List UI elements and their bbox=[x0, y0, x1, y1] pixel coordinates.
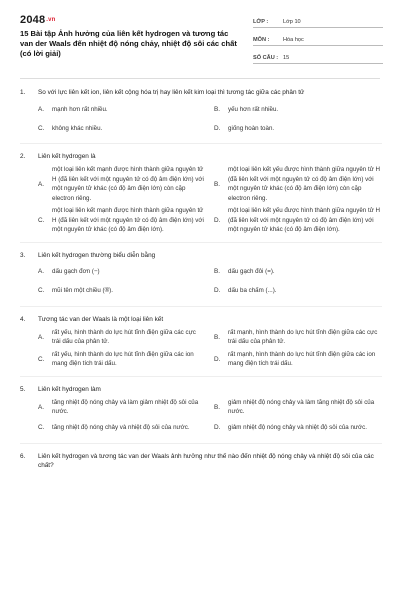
option-label: C. bbox=[38, 216, 45, 224]
answer-options bbox=[20, 264, 382, 299]
option-label: D. bbox=[214, 216, 221, 224]
question-divider bbox=[20, 443, 382, 444]
question-divider bbox=[20, 306, 382, 307]
question-text: Liên kết hydrogen và tương tác van der Waals ảnh hưởng như thế nào đến nhiệt độ nóng chảy và nhiệt độ sôi của các chất? bbox=[38, 452, 374, 469]
question-item bbox=[20, 152, 382, 235]
meta-key: LỚP : bbox=[253, 19, 269, 25]
option-text: rất mạnh, hình thành do lực hút tĩnh điện giữa các ion mang điện tích trái dấu. bbox=[228, 350, 376, 367]
option-label: B. bbox=[214, 403, 221, 411]
option-text: tăng nhiệt độ nóng chảy và nhiệt độ sôi của nước. bbox=[52, 423, 190, 431]
answer-option[interactable] bbox=[214, 165, 382, 203]
option-label: D. bbox=[214, 287, 221, 294]
question-stem bbox=[20, 152, 382, 161]
question-number: 5. bbox=[20, 385, 26, 393]
answer-option[interactable] bbox=[214, 420, 382, 436]
document-title: 15 Bài tập Ảnh hưởng của liên kết hydrogen và tương tác van der Waals đến nhiệt độ nóng chảy, nhiệt độ sôi các chất (có lời giải) bbox=[20, 29, 237, 58]
option-text: rất yếu, hình thành do lực hút tĩnh điện giữa các cực trái dấu của phân tử. bbox=[52, 328, 196, 345]
question-list bbox=[20, 88, 382, 477]
option-label: A. bbox=[38, 180, 45, 188]
question-stem bbox=[20, 251, 382, 260]
question-number: 1. bbox=[20, 89, 26, 96]
answer-option[interactable] bbox=[38, 120, 206, 136]
answer-option[interactable] bbox=[214, 398, 382, 417]
option-label: C. bbox=[38, 287, 45, 294]
logo-suffix: .vn bbox=[46, 17, 56, 24]
answer-option[interactable] bbox=[214, 206, 382, 235]
meta-row-subject bbox=[253, 32, 383, 46]
option-label: B. bbox=[214, 333, 221, 341]
question-stem bbox=[20, 88, 382, 97]
question-number: 4. bbox=[20, 315, 26, 323]
question-stem bbox=[20, 315, 382, 324]
answer-option[interactable] bbox=[38, 165, 206, 203]
option-label: B. bbox=[214, 180, 221, 188]
answer-option[interactable] bbox=[38, 283, 206, 299]
option-text: dấu ba chấm (...). bbox=[228, 287, 277, 294]
option-label: A. bbox=[38, 268, 45, 275]
option-label: B. bbox=[214, 105, 221, 113]
question-divider bbox=[20, 143, 382, 144]
option-label: C. bbox=[38, 355, 45, 363]
question-item bbox=[20, 452, 382, 470]
question-text: Tương tác van der Waals là một loại liên kết bbox=[38, 315, 164, 323]
question-text: Liên kết hydrogen thường biểu diễn bằng bbox=[38, 251, 156, 259]
option-text: dấu gạch đôi (=). bbox=[228, 268, 275, 275]
question-item bbox=[20, 251, 382, 299]
answer-option[interactable] bbox=[214, 328, 382, 347]
question-divider bbox=[20, 376, 382, 377]
question-item bbox=[20, 315, 382, 369]
meta-row-grade bbox=[253, 14, 383, 28]
question-number: 2. bbox=[20, 153, 26, 160]
option-text: dấu gạch đơn (−) bbox=[52, 268, 100, 275]
question-text: Liên kết hydrogen làm bbox=[38, 385, 101, 393]
logo-main: 2048 bbox=[20, 14, 46, 26]
answer-option[interactable] bbox=[38, 398, 206, 417]
question-item bbox=[20, 88, 382, 136]
meta-row-count bbox=[253, 50, 383, 64]
option-text: yếu hơn rất nhiều. bbox=[228, 105, 279, 113]
meta-value: 15 bbox=[283, 55, 290, 61]
option-text: giảm nhiệt độ nóng chảy và làm tăng nhiệt độ sôi của nước. bbox=[228, 398, 375, 415]
option-text: một loại liên kết yếu được hình thành giữa nguyên tử H (đã liên kết với một nguyên tử có độ âm điện lớn) với một nguyên tử khác (có độ âm điện lớn). bbox=[228, 207, 381, 233]
answer-option[interactable] bbox=[38, 328, 206, 347]
header-divider bbox=[20, 78, 380, 79]
question-item bbox=[20, 385, 382, 436]
meta-value: Hóa học bbox=[283, 37, 304, 43]
answer-option[interactable] bbox=[214, 264, 382, 280]
meta-key: MÔN : bbox=[253, 37, 270, 43]
option-label: D. bbox=[214, 424, 221, 431]
option-text: giống hoàn toàn. bbox=[228, 124, 275, 132]
answer-option[interactable] bbox=[38, 101, 206, 117]
answer-option[interactable] bbox=[214, 283, 382, 299]
option-text: một loại liên kết mạnh được hình thành giữa nguyên tử H (đã liên kết với một nguyên tử có độ âm điện lớn) với một nguyên tử khác (có độ âm điện lớn) còn cặp electron riêng. bbox=[52, 166, 204, 202]
answer-option[interactable] bbox=[214, 101, 382, 117]
option-text: mạnh hơn rất nhiều. bbox=[52, 105, 108, 113]
answer-option[interactable] bbox=[38, 420, 206, 436]
option-label: C. bbox=[38, 424, 45, 431]
option-label: A. bbox=[38, 403, 45, 411]
option-label: B. bbox=[214, 268, 221, 275]
answer-options bbox=[20, 398, 382, 436]
option-label: D. bbox=[214, 124, 221, 132]
answer-option[interactable] bbox=[38, 264, 206, 280]
meta-value: Lớp 10 bbox=[283, 19, 301, 25]
option-text: một loại liên kết yếu được hình thành giữa nguyên tử H (đã liên kết với một nguyên tử có độ âm điện lớn) với một nguyên tử khác (có độ âm điện lớn) còn cặp electron riêng. bbox=[228, 166, 381, 202]
option-text: tăng nhiệt độ nóng chảy và làm giảm nhiệt độ sôi của nước. bbox=[52, 398, 199, 415]
question-text: Liên kết hydrogen là bbox=[38, 153, 96, 160]
option-text: mũi tên một chiều (®). bbox=[52, 287, 113, 294]
option-label: C. bbox=[38, 124, 45, 132]
answer-option[interactable] bbox=[38, 350, 206, 369]
answer-options bbox=[20, 101, 382, 136]
question-number: 6. bbox=[20, 452, 26, 460]
question-text: So với lực liên kết ion, liên kết cộng hóa trị hay liên kết kim loại thì tương tác giữa các phân tử bbox=[38, 89, 305, 96]
meta-key: SỐ CÂU : bbox=[253, 55, 279, 61]
question-number: 3. bbox=[20, 251, 26, 259]
option-label: D. bbox=[214, 355, 221, 363]
option-text: rất yếu, hình thành do lực hút tĩnh điện giữa các ion mang điện tích trái dấu. bbox=[52, 350, 194, 367]
option-label: A. bbox=[38, 105, 45, 113]
answer-options bbox=[20, 328, 382, 369]
answer-option[interactable] bbox=[214, 350, 382, 369]
answer-options bbox=[20, 165, 382, 235]
answer-option[interactable] bbox=[38, 206, 206, 235]
site-logo[interactable] bbox=[20, 14, 56, 26]
meta-panel bbox=[253, 14, 383, 68]
option-text: rất mạnh, hình thành do lực hút tĩnh điện giữa các cực trái dấu của phân tử. bbox=[228, 328, 378, 345]
option-text: không khác nhiều. bbox=[52, 124, 103, 132]
question-stem bbox=[20, 385, 382, 394]
answer-option[interactable] bbox=[214, 120, 382, 136]
option-label: A. bbox=[38, 333, 45, 341]
option-text: giảm nhiệt độ nóng chảy và nhiệt độ sôi của nước. bbox=[228, 423, 367, 431]
question-divider bbox=[20, 242, 382, 243]
option-text: một loại liên kết mạnh được hình thành giữa nguyên tử H (đã liên kết với một nguyên tử có độ âm điện lớn) với một nguyên tử khác (có độ âm điện lớn). bbox=[52, 207, 204, 233]
question-stem bbox=[20, 452, 382, 470]
